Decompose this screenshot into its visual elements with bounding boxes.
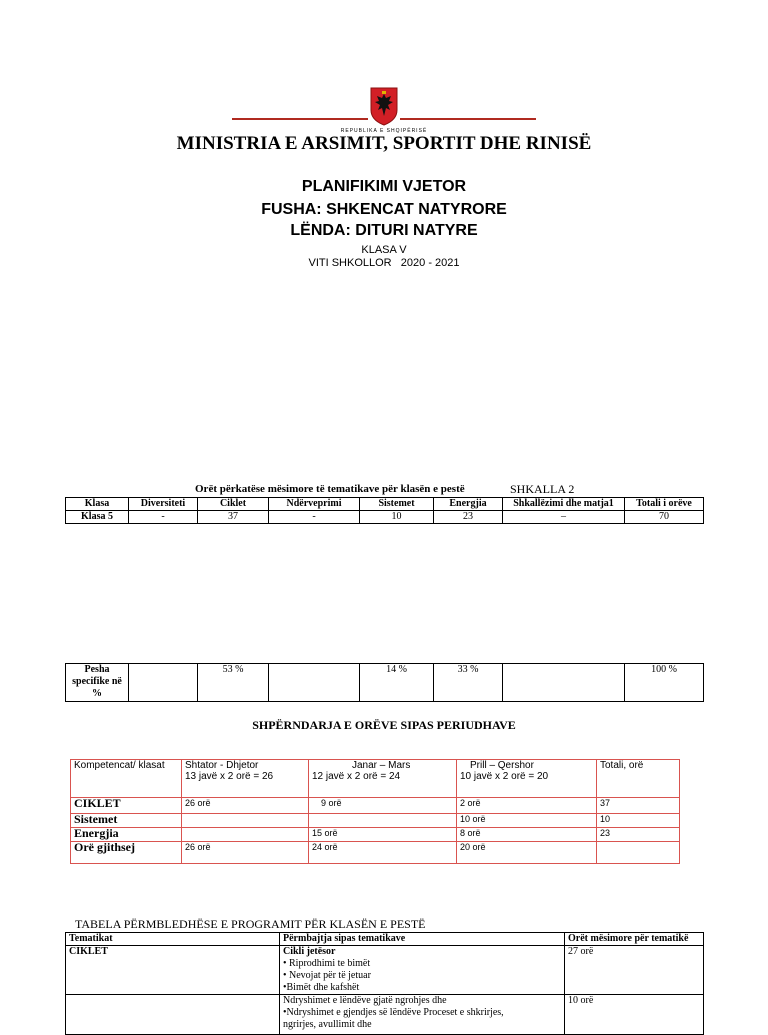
column-detail: 13 javë x 2 orë = 26 [185, 771, 274, 782]
hours-table [65, 497, 704, 524]
row-label: CIKLET [71, 798, 182, 814]
header-cell: Diversiteti [129, 498, 198, 511]
table-cell: – [503, 511, 625, 524]
content-heading: Cikli jetësor [283, 946, 336, 957]
table-cell: 23 [597, 828, 680, 842]
header-cell: Përmbajtja sipas tematikave [280, 933, 565, 946]
header-cell [597, 760, 680, 798]
list-item: • Nevojat për të jetuar [283, 970, 371, 981]
theme-cell [66, 995, 280, 1035]
row-label: Orë gjithsej [71, 842, 182, 864]
header-cell: Totali i orëve [625, 498, 704, 511]
column-detail: 12 javë x 2 orë = 24 [312, 771, 401, 782]
periods-title: SHPËRNDARJA E ORËVE SIPAS PERIUDHAVE [252, 718, 516, 732]
table-cell: 2 orë [457, 798, 597, 814]
table-cell: 14 % [360, 664, 434, 702]
class-label: KLASA V [361, 244, 407, 256]
column-name: Shtator - Dhjetor [185, 760, 259, 771]
header-cell: Shkallëzimi dhe matja1 [503, 498, 625, 511]
table-cell: 100 % [625, 664, 704, 702]
header-cell: Ciklet [198, 498, 269, 511]
header-rule-right [400, 118, 536, 120]
ministry-title: MINISTRIA E ARSIMIT, SPORTIT DHE RINISË [176, 133, 592, 154]
school-year: VITI SHKOLLOR 2020 - 2021 [308, 257, 460, 269]
header-cell: Ndërveprimi [269, 498, 360, 511]
table-row [66, 664, 704, 702]
table-row [71, 798, 680, 814]
table-header-row [66, 933, 704, 946]
table-cell: 53 % [198, 664, 269, 702]
subject-title: LËNDA: DITURI NATYRE [290, 222, 478, 239]
summary-title: TABELA PËRMBLEDHËSE E PROGRAMIT PËR KLASËN E PESTË [75, 917, 426, 931]
table-row [66, 946, 704, 995]
plan-title: PLANIFIKIMI VJETOR [301, 178, 467, 195]
weight-table [65, 663, 704, 702]
table-cell [269, 664, 360, 702]
table-row [71, 842, 680, 864]
column-name: Totali, orë [600, 760, 644, 771]
field-title: FUSHA: SHKENCAT NATYRORE [261, 201, 507, 218]
table-row [71, 828, 680, 842]
table-cell: 26 orë [182, 842, 309, 864]
header-cell [309, 760, 457, 798]
content-line: ngrirjes, avullimit dhe [283, 1019, 372, 1030]
table-cell: - [129, 511, 198, 524]
table-cell: 37 [597, 798, 680, 814]
table-cell: 70 [625, 511, 704, 524]
table-header-row [71, 760, 680, 798]
weight-label: Pesha specifike në % [66, 664, 129, 702]
table-row [66, 511, 704, 524]
column-detail: 10 javë x 2 orë = 20 [460, 771, 549, 782]
table-cell [503, 664, 625, 702]
table-cell: Klasa 5 [66, 511, 129, 524]
header-cell: Sistemet [360, 498, 434, 511]
table-cell: 26 orë [182, 798, 309, 814]
content-line: Ndryshimet e lëndëve gjatë ngrohjes dhe [283, 995, 447, 1006]
header-cell: Orët mësimore për tematikë [565, 933, 704, 946]
header-cell [457, 760, 597, 798]
table-header-row [66, 498, 704, 511]
table-cell: 15 orë [309, 828, 457, 842]
table-cell [597, 842, 680, 864]
table-row [66, 995, 704, 1035]
list-item: • Riprodhimi te bimët [283, 958, 371, 969]
table-cell: 23 [434, 511, 503, 524]
periods-table [70, 759, 680, 864]
table-cell: - [269, 511, 360, 524]
header-cell [182, 760, 309, 798]
table-cell [309, 814, 457, 828]
hours-cell: 27 orë [565, 946, 704, 995]
table-cell: 37 [198, 511, 269, 524]
row-label: Sistemet [71, 814, 182, 828]
table-cell: 20 orë [457, 842, 597, 864]
table-cell: 10 [597, 814, 680, 828]
table-cell: 8 orë [457, 828, 597, 842]
table-cell [182, 814, 309, 828]
albanian-eagle-emblem-icon [369, 86, 399, 126]
header-cell: Klasa [66, 498, 129, 511]
table-cell [182, 828, 309, 842]
content-cell [280, 995, 565, 1035]
row-label: Energjia [71, 828, 182, 842]
summary-table [65, 932, 704, 1035]
column-name: Prill – Qershor [470, 760, 534, 771]
hours-cell: 10 orë [565, 995, 704, 1035]
content-line: •Ndryshimet e gjendjes së lëndëve Proceset e shkrirjes, [283, 1007, 504, 1018]
column-name: Janar – Mars [352, 760, 411, 771]
theme-cell: CIKLET [66, 946, 280, 995]
table-cell: 24 orë [309, 842, 457, 864]
table-cell: 10 [360, 511, 434, 524]
content-cell [280, 946, 565, 995]
header-rule-left [232, 118, 368, 120]
header-cell: Tematikat [66, 933, 280, 946]
header-cell: Energjia [434, 498, 503, 511]
table-cell: 9 orë [309, 798, 457, 814]
header-cell: Kompetencat/ klasat [71, 760, 182, 798]
list-item: •Bimët dhe kafshët [283, 982, 360, 993]
table-row [71, 814, 680, 828]
table-cell: 10 orë [457, 814, 597, 828]
table-cell [129, 664, 198, 702]
hours-table-title: Orët përkatëse mësimore të tematikave për klasën e pestë [195, 483, 465, 495]
table-cell: 33 % [434, 664, 503, 702]
emblem-caption: REPUBLIKA E SHQIPËRISË [340, 128, 428, 134]
scale-label: SHKALLA 2 [510, 482, 575, 496]
